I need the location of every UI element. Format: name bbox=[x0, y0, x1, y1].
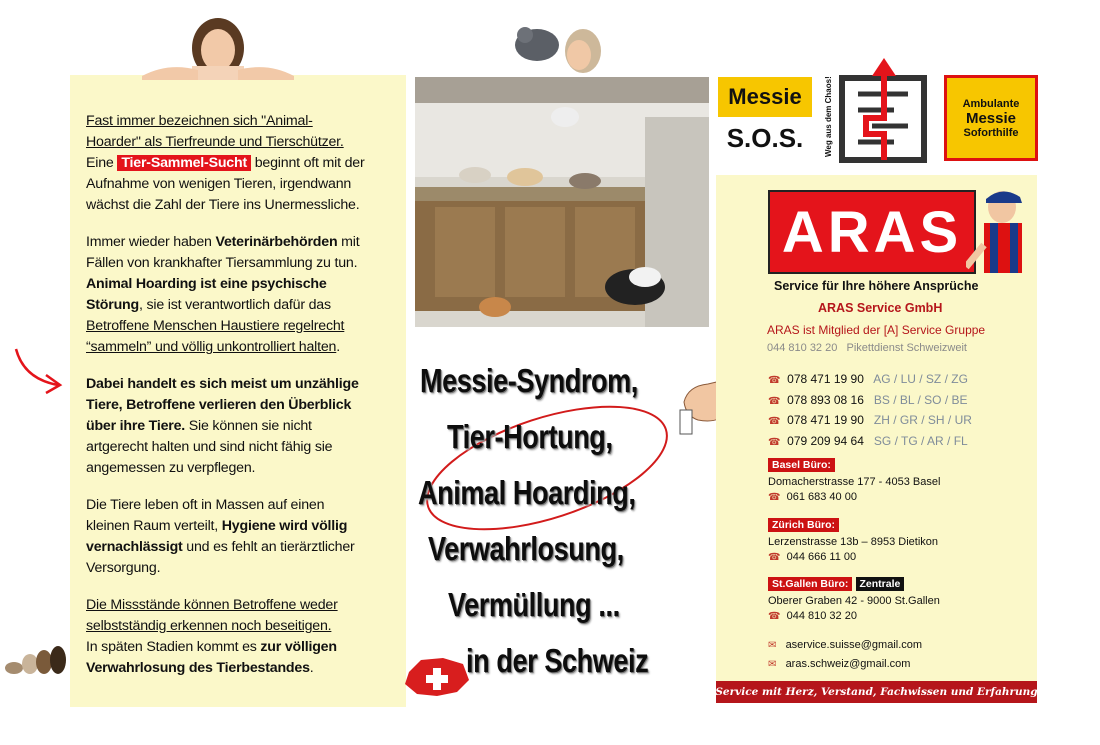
p2-line6: “sammeln” und völlig unkontrolliert halten bbox=[86, 339, 337, 355]
ambulante-line3: Soforthilfe bbox=[963, 126, 1019, 139]
title-line-messie-syndrom: Messie-Syndrom, bbox=[420, 362, 638, 399]
phone-row bbox=[768, 370, 972, 391]
paragraph-2 bbox=[86, 232, 398, 358]
aras-footer-slogan: Service mit Herz, Verstand, Fachwissen und Erfahrung bbox=[716, 681, 1037, 703]
red-arrow-icon bbox=[12, 345, 68, 397]
p2-line4-bold: Störung bbox=[86, 297, 139, 313]
aras-contact-panel bbox=[716, 175, 1037, 703]
p4-line3-post: und es fehlt an tierärztlicher bbox=[182, 539, 355, 555]
p3-line1: Dabei handelt es sich meist um unzählige bbox=[86, 376, 359, 392]
phone-number[interactable]: 078 471 19 90 bbox=[787, 413, 864, 427]
phone-icon: ☎ bbox=[768, 611, 781, 622]
p3-line4: artgerecht halten und sind nicht fähig sie bbox=[86, 439, 333, 455]
title-line-tier-hortung: Tier-Hortung, bbox=[447, 418, 613, 455]
basel-phone[interactable]: 061 683 40 00 bbox=[786, 491, 857, 503]
phone-regions: SG / TG / AR / FL bbox=[873, 433, 968, 448]
phone-icon: ☎ bbox=[768, 492, 781, 503]
p4-line2-pre: kleinen Raum verteilt, bbox=[86, 518, 222, 534]
p1-line1: Fast immer bezeichnen sich "Animal- bbox=[86, 113, 313, 129]
p2-line5: Betroffene Menschen Haustiere regelrecht bbox=[86, 318, 345, 334]
basel-office-label: Basel Büro: bbox=[768, 458, 835, 472]
paragraph-1 bbox=[86, 111, 398, 216]
woman-peeking-image bbox=[138, 18, 298, 80]
aras-company-name: ARAS Service GmbH bbox=[818, 301, 943, 315]
stgallen-office-label: St.Gallen Büro: bbox=[768, 577, 852, 591]
p2-line3: Animal Hoarding ist eine psychische bbox=[86, 276, 327, 292]
messie-sos-logo-top: Messie bbox=[718, 77, 812, 117]
left-text-panel bbox=[70, 75, 406, 707]
p5-line3-bold: zur völligen bbox=[260, 639, 337, 655]
email-link[interactable]: aservice.suisse@gmail.com bbox=[785, 639, 923, 651]
p5-line2: selbstständig erkennen noch beseitigen. bbox=[86, 618, 332, 634]
phone-row bbox=[768, 432, 972, 453]
paragraph-5 bbox=[86, 595, 398, 679]
basel-office bbox=[768, 459, 940, 503]
p5-line1: Die Missstände können Betroffene weder bbox=[86, 597, 338, 613]
phone-regions: BS / BL / SO / BE bbox=[873, 392, 968, 407]
zurich-address: Lerzenstrasse 13b – 8953 Dietikon bbox=[768, 536, 938, 548]
phone-number[interactable]: 078 471 19 90 bbox=[787, 372, 864, 386]
p1-line2: Hoarder" als Tierfreunde und Tierschützer. bbox=[86, 134, 344, 150]
phone-number[interactable]: 079 209 94 64 bbox=[787, 433, 864, 448]
phone-list bbox=[768, 370, 972, 452]
p5-line3-pre: In späten Stadien kommt es bbox=[86, 639, 261, 655]
p2-line1-post: mit bbox=[337, 234, 360, 250]
stgallen-phone[interactable]: 044 810 32 20 bbox=[786, 610, 857, 622]
p5-line4-end: . bbox=[309, 660, 314, 676]
phone-number[interactable]: 078 893 08 16 bbox=[787, 392, 864, 407]
p5-line4: Verwahrlosung des Tierbestandes bbox=[86, 660, 310, 676]
phone-icon: ☎ bbox=[768, 416, 781, 427]
phone-row bbox=[768, 411, 972, 432]
phone-regions: ZH / GR / SH / UR bbox=[873, 413, 972, 427]
p2-line1-pre: Immer wieder haben bbox=[86, 234, 216, 250]
phone-row bbox=[768, 391, 972, 412]
ambulante-line1: Ambulante bbox=[962, 97, 1020, 110]
picket-number: 044 810 32 20 bbox=[767, 342, 838, 354]
zurich-office-label: Zürich Büro: bbox=[768, 518, 839, 532]
p4-line4: Versorgung. bbox=[86, 560, 161, 576]
p3-line3-bold: über ihre Tiere. bbox=[86, 418, 186, 434]
phone-icon: ☎ bbox=[768, 436, 781, 448]
aras-logo: ARAS bbox=[768, 190, 976, 274]
p2-line4-post: , sie ist verantwortlich dafür das bbox=[138, 297, 331, 313]
title-line-animal-hoarding: Animal Hoarding, bbox=[418, 474, 636, 511]
email-link[interactable]: aras.schweiz@gmail.com bbox=[785, 658, 911, 670]
mail-icon: ✉ bbox=[768, 659, 777, 670]
title-line-verwahrlosung: Verwahrlosung, bbox=[428, 530, 624, 567]
p2-line1-bold: Veterinärbehörden bbox=[215, 234, 338, 250]
mail-icon: ✉ bbox=[768, 640, 777, 651]
messie-sos-logo-bottom: S.O.S. bbox=[718, 117, 812, 159]
p2-line2: Fällen von krankhafter Tiersammlung zu tun. bbox=[86, 255, 358, 271]
p1-line5: wächst die Zahl der Tiere ins Unermessliche. bbox=[86, 197, 360, 213]
phone-icon: ☎ bbox=[768, 375, 781, 386]
p4-line1: Die Tiere leben oft in Massen auf einen bbox=[86, 497, 325, 513]
kitchen-cats-photo bbox=[415, 77, 709, 327]
p4-line3-bold: vernachlässigt bbox=[86, 539, 183, 555]
picket-line bbox=[767, 342, 967, 354]
p1-line4: Aufnahme von wenigen Tieren, irgendwann bbox=[86, 176, 352, 192]
p4-line2-bold: Hygiene wird völlig bbox=[221, 518, 348, 534]
small-pets-image bbox=[2, 636, 68, 676]
email-list bbox=[768, 636, 922, 674]
phone-icon: ☎ bbox=[768, 552, 781, 563]
phone-icon: ☎ bbox=[768, 395, 781, 407]
title-line-vermuellung: Vermüllung ... bbox=[448, 586, 620, 623]
zentrale-badge: Zentrale bbox=[856, 577, 905, 591]
p2-line6-end: . bbox=[336, 339, 341, 355]
swiss-map-icon bbox=[403, 652, 473, 702]
tier-sammel-sucht-tag: Tier-Sammel-Sucht bbox=[117, 155, 251, 171]
stgallen-address: Oberer Graben 42 - 9000 St.Gallen bbox=[768, 595, 940, 607]
messie-sos-logo bbox=[718, 77, 812, 159]
aras-member-note: ARAS ist Mitglied der [A] Service Gruppe bbox=[767, 323, 986, 337]
p1-line3-pre: Eine bbox=[86, 155, 118, 171]
woman-with-cat-image bbox=[505, 15, 605, 75]
stgallen-office bbox=[768, 578, 940, 622]
zurich-office bbox=[768, 519, 938, 563]
paragraph-4 bbox=[86, 495, 398, 579]
p3-line5: angemessen zu verpflegen. bbox=[86, 460, 256, 476]
title-line-in-der-schweiz: in der Schweiz bbox=[466, 642, 649, 679]
zurich-phone[interactable]: 044 666 11 00 bbox=[786, 551, 857, 563]
p1-line3-post: beginnt oft mit der bbox=[250, 155, 365, 171]
worker-mascot-image bbox=[966, 185, 1036, 285]
phone-regions: AG / LU / SZ / ZG bbox=[873, 372, 968, 386]
ambulante-line2: Messie bbox=[965, 109, 1017, 127]
p3-line2: Tiere, Betroffene verlieren den Überblick bbox=[86, 397, 352, 413]
aras-tagline: Service für Ihre höhere Ansprüche bbox=[774, 279, 979, 293]
maze-tagline: Weg aus dem Chaos! bbox=[824, 76, 833, 157]
ambulante-messie-logo bbox=[944, 75, 1038, 161]
paragraph-3 bbox=[86, 374, 398, 479]
maze-arrow-logo bbox=[838, 54, 928, 164]
basel-address: Domacherstrasse 177 - 4053 Basel bbox=[768, 476, 941, 488]
p3-line3-post: Sie können sie nicht bbox=[185, 418, 312, 434]
picket-label: Pikettdienst Schweizweit bbox=[846, 342, 967, 354]
